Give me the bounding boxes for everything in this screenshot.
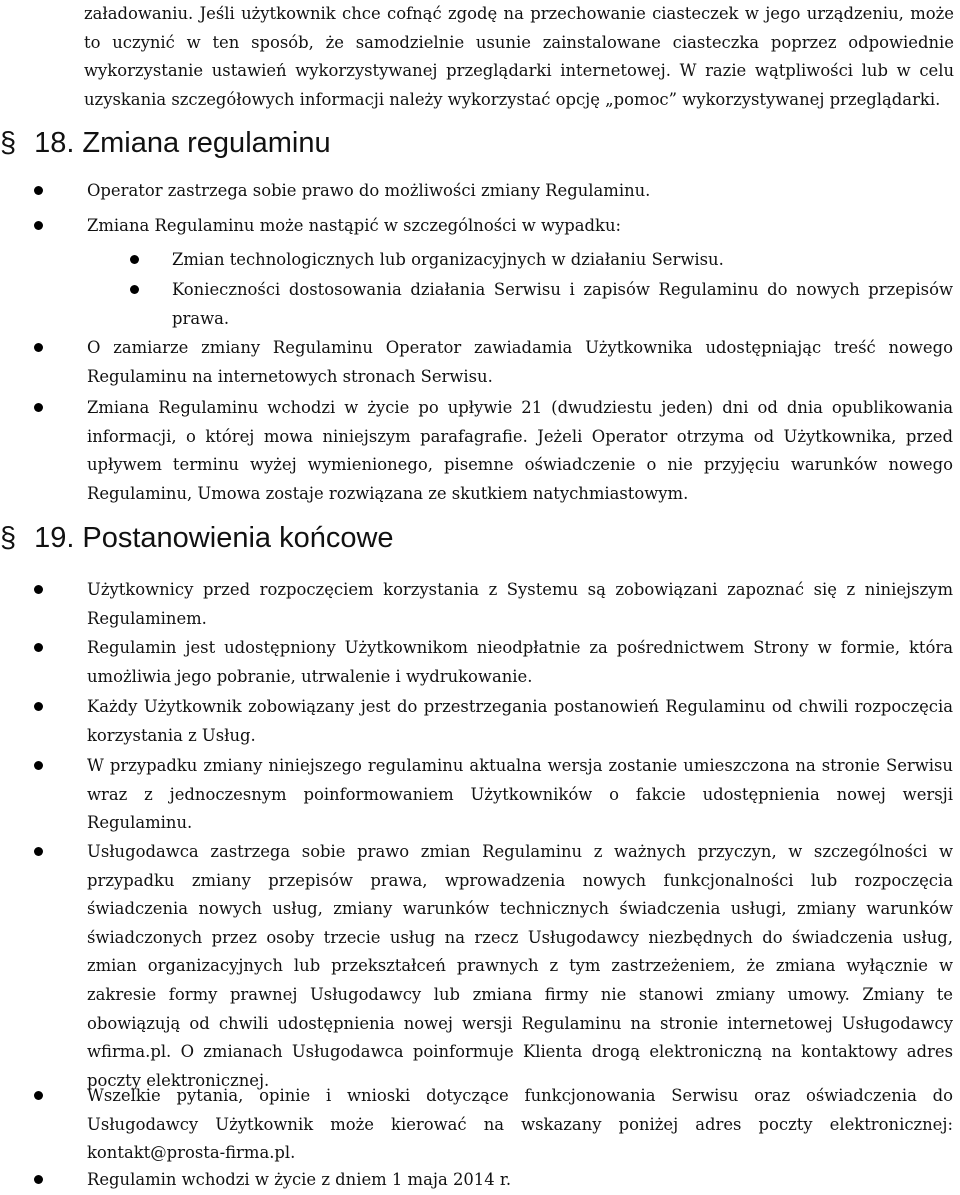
section-number: 18. xyxy=(34,127,75,159)
list-item: Operator zastrzega sobie prawo do możliwości zmiany Regulaminu. xyxy=(87,181,651,200)
bullet xyxy=(130,255,139,264)
section-18-heading xyxy=(0,127,331,160)
bullet xyxy=(34,847,43,856)
list-item: Wszelkie pytania, opinie i wnioski dotyczące funkcjonowania Serwisu oraz oświadczenia do Usługodawcy Użytkownik może kierować na wskazany poniżej adres poczty elektronicznej: kontakt@prosta-firma.pl. xyxy=(87,1086,953,1163)
list-item: Zmiana Regulaminu może nastąpić w szczególności w wypadku: xyxy=(87,216,622,235)
bullet xyxy=(34,1175,43,1184)
sub-list-item: Zmian technologicznych lub organizacyjnych w działaniu Serwisu. xyxy=(172,250,724,269)
bullet xyxy=(34,643,43,652)
bullet xyxy=(34,1091,43,1100)
section-title: Zmiana regulaminu xyxy=(82,127,331,159)
section-title: Postanowienia końcowe xyxy=(82,522,394,554)
bullet xyxy=(34,186,43,195)
list-item: Regulamin wchodzi w życie z dniem 1 maja 2014 r. xyxy=(87,1170,512,1189)
bullet xyxy=(34,403,43,412)
bullet xyxy=(34,221,43,230)
list-item: W przypadku zmiany niniejszego regulaminu aktualna wersja zostanie umieszczona na stronie Serwisu wraz z jednoczesnym poinformowaniem Użytkowników o fakcie udostępnienia nowej wersji Regulaminu. xyxy=(87,756,953,833)
bullet xyxy=(34,585,43,594)
list-item: Regulamin jest udostępniony Użytkownikom nieodpłatnie za pośrednictwem Strony w formie, która umożliwia jego pobranie, utrwalenie i wydrukowanie. xyxy=(87,638,953,686)
intro-paragraph: załadowaniu. Jeśli użytkownik chce cofnąć zgodę na przechowanie ciasteczek w jego urządzeniu, może to uczynić w ten sposób, że samodzielnie usunie zainstalowane ciasteczka poprzez odpowiednie wykorzystanie ustawień wykorzystywanej przeglądarki internetowej. W razie wątpliwości lub w celu uzyskania szczegółowych informacji należy wykorzystać opcję „pomoc” wykorzystywanej przeglądarki. xyxy=(84,4,954,110)
bullet xyxy=(130,285,139,294)
section-number: 19. xyxy=(34,522,75,554)
sub-list-item: Konieczności dostosowania działania Serwisu i zapisów Regulaminu do nowych przepisów prawa. xyxy=(172,280,953,328)
list-item: Zmiana Regulaminu wchodzi w życie po upływie 21 (dwudziestu jeden) dni od dnia opublikowania informacji, o której mowa niniejszym parafagrafie. Jeżeli Operator otrzyma od Użytkownika, przed upływem terminu wyżej wymienionego, pisemne oświadczenie o nie przyjęciu warunków nowego Regulaminu, Umowa zostaje rozwiązana ze skutkiem natychmiastowym. xyxy=(87,398,953,503)
list-item: Użytkownicy przed rozpoczęciem korzystania z Systemu są zobowiązani zapoznać się z niniejszym Regulaminem. xyxy=(87,580,953,628)
list-item: Usługodawca zastrzega sobie prawo zmian Regulaminu z ważnych przyczyn, w szczególności w przypadku zmiany przepisów prawa, wprowadzenia nowych funkcjonalności lub rozpoczęcia świadczenia nowych usług, zmiany warunków technicznych świadczenia usługi, zmiany warunków świadczonych przez osoby trzecie usług na rzecz Usługodawcy niezbędnych do świadczenia usług, zmian organizacyjnych lub przekształceń prawnych z tym zastrzeżeniem, że zmiana wyłącznie w zakresie formy prawnej Usługodawcy lub zmiana firmy nie stanowi zmiany umowy. Zmiany te obowiązują od chwili udostępnienia nowej wersji Regulaminu na stronie internetowej Usługodawcy wfirma.pl. O zmianach Usługodawca poinformuje Klienta drogą elektroniczną na kontaktowy adres poczty elektronicznej. xyxy=(87,842,953,1090)
section-symbol: § xyxy=(0,127,17,159)
section-symbol: § xyxy=(0,522,17,554)
bullet xyxy=(34,343,43,352)
list-item: O zamiarze zmiany Regulaminu Operator zawiadamia Użytkownika udostępniając treść nowego Regulaminu na internetowych stronach Serwisu. xyxy=(87,338,953,386)
bullet xyxy=(34,761,43,770)
section-19-heading xyxy=(0,522,394,555)
bullet xyxy=(34,702,43,711)
list-item: Każdy Użytkownik zobowiązany jest do przestrzegania postanowień Regulaminu od chwili rozpoczęcia korzystania z Usług. xyxy=(87,697,953,745)
